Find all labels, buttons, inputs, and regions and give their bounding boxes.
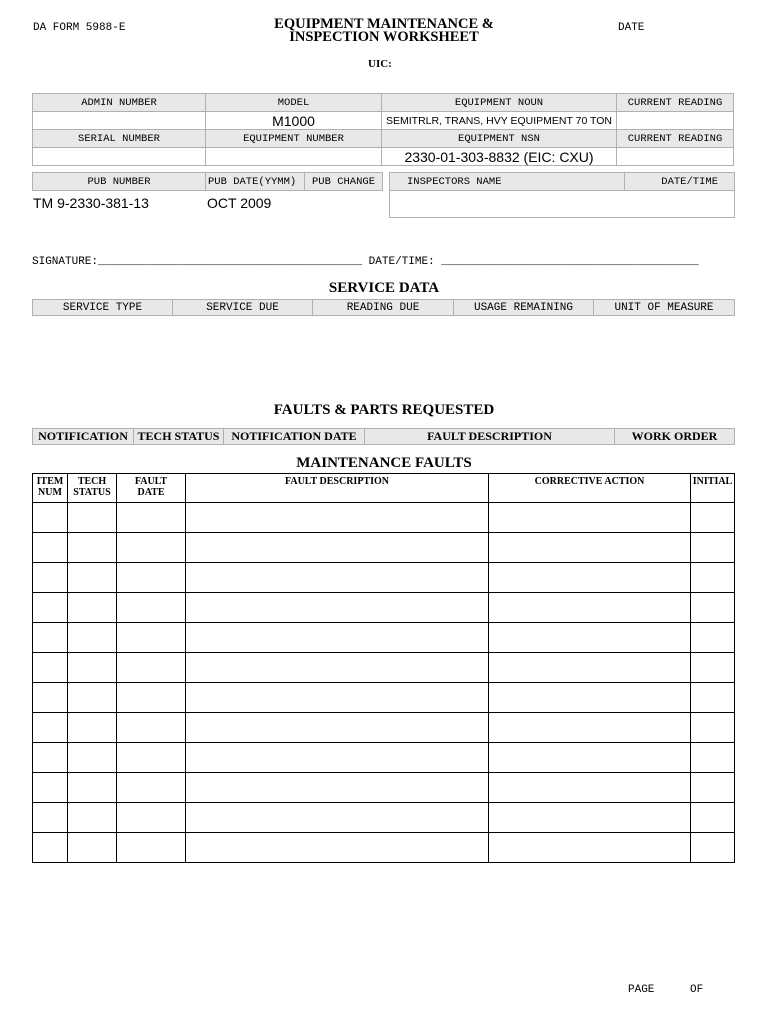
initial-cell[interactable] — [691, 683, 735, 713]
inspector-table — [389, 172, 735, 218]
corrective-action-cell[interactable] — [489, 563, 691, 593]
fault-date-cell[interactable] — [117, 773, 186, 803]
fault-description-cell[interactable] — [186, 503, 489, 533]
initial-cell[interactable] — [691, 713, 735, 743]
fault-description-cell[interactable] — [186, 593, 489, 623]
tech-status-cell[interactable] — [68, 773, 117, 803]
current-reading-header-2: CURRENT READING — [617, 130, 734, 148]
initial-cell[interactable] — [691, 833, 735, 863]
notification-header: NOTIFICATION — [33, 429, 134, 445]
item-num-cell[interactable] — [33, 593, 68, 623]
fault-description-cell[interactable] — [186, 803, 489, 833]
maintenance-fault-row — [33, 653, 735, 683]
item-num-cell[interactable] — [33, 713, 68, 743]
fault-description-cell[interactable] — [186, 563, 489, 593]
corrective-action-cell[interactable] — [489, 593, 691, 623]
item-num-cell[interactable] — [33, 773, 68, 803]
tech-status-cell[interactable] — [68, 563, 117, 593]
item-num-cell[interactable] — [33, 803, 68, 833]
corrective-action-cell[interactable] — [489, 833, 691, 863]
fault-date-cell[interactable] — [117, 683, 186, 713]
current-reading-field[interactable] — [617, 112, 734, 130]
tech-status-cell[interactable] — [68, 743, 117, 773]
maintenance-fault-row — [33, 743, 735, 773]
tech-status-cell[interactable] — [68, 803, 117, 833]
initial-cell[interactable] — [691, 623, 735, 653]
maintenance-fault-row — [33, 563, 735, 593]
corrective-action-cell[interactable] — [489, 683, 691, 713]
initial-cell[interactable] — [691, 653, 735, 683]
item-num-header-line2: NUM — [38, 487, 62, 498]
tech-status-header-line2: STATUS — [73, 487, 111, 498]
maint-fault-description-header: FAULT DESCRIPTION — [186, 474, 489, 503]
initial-cell[interactable] — [691, 773, 735, 803]
fault-date-cell[interactable] — [117, 803, 186, 833]
equipment-nsn-value[interactable]: 2330-01-303-8832 (EIC: CXU) — [382, 148, 617, 166]
faults-parts-title: FAULTS & PARTS REQUESTED — [273, 402, 495, 418]
pub-change-header: PUB CHANGE — [305, 173, 383, 191]
maint-tech-status-header — [68, 474, 117, 503]
page-label: PAGE — [628, 984, 655, 996]
serial-number-header: SERIAL NUMBER — [33, 130, 206, 148]
uic-label: UIC: — [368, 58, 392, 70]
service-data-title: SERVICE DATA — [328, 280, 440, 296]
form-title-line1: EQUIPMENT MAINTENANCE & — [274, 16, 494, 32]
maintenance-fault-row — [33, 803, 735, 833]
signature-field[interactable]: ________________________________________ — [98, 256, 363, 268]
tech-status-header-line1: TECH — [77, 476, 107, 487]
model-header: MODEL — [206, 94, 382, 112]
date-label: DATE — [618, 22, 645, 34]
initial-cell[interactable] — [691, 743, 735, 773]
pub-date-header: PUB DATE(YYMM) — [206, 173, 305, 191]
signature-date-time-field[interactable]: _______________________________________ — [441, 256, 699, 268]
fault-date-cell[interactable] — [117, 503, 186, 533]
maintenance-fault-row — [33, 533, 735, 563]
pub-number-value[interactable]: TM 9-2330-381-13 — [33, 195, 149, 211]
tech-status-cell[interactable] — [68, 533, 117, 563]
unit-of-measure-header: UNIT OF MEASURE — [594, 300, 735, 316]
corrective-action-cell[interactable] — [489, 623, 691, 653]
fault-date-cell[interactable] — [117, 593, 186, 623]
maintenance-faults-table — [32, 473, 735, 863]
fault-date-cell[interactable] — [117, 743, 186, 773]
fault-date-cell[interactable] — [117, 653, 186, 683]
fault-description-header: FAULT DESCRIPTION — [365, 429, 615, 445]
fault-date-cell[interactable] — [117, 833, 186, 863]
of-label: OF — [690, 984, 704, 996]
inspectors-name-field[interactable] — [390, 191, 735, 218]
work-order-header: WORK ORDER — [615, 429, 735, 445]
serial-number-field[interactable] — [33, 148, 206, 166]
signature-row — [32, 256, 699, 268]
service-data-table — [32, 299, 735, 316]
item-num-cell[interactable] — [33, 743, 68, 773]
admin-number-header: ADMIN NUMBER — [33, 94, 206, 112]
equipment-noun-header: EQUIPMENT NOUN — [382, 94, 617, 112]
fault-description-cell[interactable] — [186, 533, 489, 563]
maintenance-fault-row — [33, 623, 735, 653]
corrective-action-cell[interactable] — [489, 743, 691, 773]
fault-description-cell[interactable] — [186, 623, 489, 653]
notification-date-header: NOTIFICATION DATE — [224, 429, 365, 445]
maintenance-fault-row — [33, 593, 735, 623]
equipment-number-header: EQUIPMENT NUMBER — [206, 130, 382, 148]
equipment-table — [32, 93, 734, 166]
corrective-action-cell[interactable] — [489, 803, 691, 833]
maintenance-fault-row — [33, 503, 735, 533]
fault-date-header-line2: DATE — [137, 487, 165, 498]
fault-description-cell[interactable] — [186, 713, 489, 743]
item-num-cell[interactable] — [33, 563, 68, 593]
pub-date-value[interactable]: OCT 2009 — [207, 195, 272, 211]
initial-cell[interactable] — [691, 563, 735, 593]
equipment-nsn-header: EQUIPMENT NSN — [382, 130, 617, 148]
equipment-number-field[interactable] — [206, 148, 382, 166]
form-title-line2: INSPECTION WORKSHEET — [289, 29, 479, 45]
maintenance-fault-row — [33, 833, 735, 863]
usage-remaining-header: USAGE REMAINING — [454, 300, 594, 316]
corrective-action-cell[interactable] — [489, 503, 691, 533]
equipment-noun-value[interactable]: SEMITRLR, TRANS, HVY EQUIPMENT 70 TON — [382, 112, 617, 130]
maintenance-fault-row — [33, 773, 735, 803]
inspector-date-time-header: DATE/TIME — [625, 173, 735, 191]
reading-due-header: READING DUE — [313, 300, 454, 316]
pub-number-header: PUB NUMBER — [33, 173, 206, 191]
publication-table — [32, 172, 383, 191]
fault-description-cell[interactable] — [186, 653, 489, 683]
fault-date-cell[interactable] — [117, 533, 186, 563]
corrective-action-cell[interactable] — [489, 533, 691, 563]
corrective-action-header: CORRECTIVE ACTION — [489, 474, 691, 503]
maintenance-fault-row — [33, 683, 735, 713]
item-num-cell[interactable] — [33, 623, 68, 653]
initial-cell[interactable] — [691, 533, 735, 563]
faults-parts-table — [32, 428, 735, 445]
model-value[interactable]: M1000 — [206, 112, 382, 130]
item-num-cell[interactable] — [33, 503, 68, 533]
inspectors-name-header: INSPECTORS NAME — [390, 173, 625, 191]
maintenance-faults-title: MAINTENANCE FAULTS — [296, 455, 472, 471]
signature-date-time-label: DATE/TIME: — [368, 256, 435, 268]
fault-description-cell[interactable] — [186, 833, 489, 863]
item-num-header-line1: ITEM — [36, 476, 64, 487]
fault-date-header — [117, 474, 186, 503]
service-due-header: SERVICE DUE — [173, 300, 313, 316]
tech-status-cell[interactable] — [68, 593, 117, 623]
corrective-action-cell[interactable] — [489, 653, 691, 683]
tech-status-header: TECH STATUS — [134, 429, 224, 445]
fault-date-cell[interactable] — [117, 563, 186, 593]
fault-description-cell[interactable] — [186, 683, 489, 713]
initial-header: INITIAL — [691, 474, 735, 503]
fault-date-cell[interactable] — [117, 623, 186, 653]
fault-description-cell[interactable] — [186, 773, 489, 803]
corrective-action-cell[interactable] — [489, 713, 691, 743]
item-num-header — [33, 474, 68, 503]
initial-cell[interactable] — [691, 803, 735, 833]
item-num-cell[interactable] — [33, 833, 68, 863]
initial-cell[interactable] — [691, 593, 735, 623]
current-reading-header: CURRENT READING — [617, 94, 734, 112]
tech-status-cell[interactable] — [68, 683, 117, 713]
signature-label: SIGNATURE: — [32, 256, 99, 268]
tech-status-cell[interactable] — [68, 653, 117, 683]
maintenance-fault-row — [33, 713, 735, 743]
admin-number-field[interactable] — [33, 112, 206, 130]
current-reading-field-2[interactable] — [617, 148, 734, 166]
fault-date-cell[interactable] — [117, 713, 186, 743]
initial-cell[interactable] — [691, 503, 735, 533]
fault-description-cell[interactable] — [186, 743, 489, 773]
form-id: DA FORM 5988-E — [33, 22, 126, 34]
fault-date-header-line1: FAULT — [134, 476, 168, 487]
item-num-cell[interactable] — [33, 533, 68, 563]
tech-status-cell[interactable] — [68, 623, 117, 653]
service-type-header: SERVICE TYPE — [33, 300, 173, 316]
item-num-cell[interactable] — [33, 653, 68, 683]
corrective-action-cell[interactable] — [489, 773, 691, 803]
item-num-cell[interactable] — [33, 683, 68, 713]
form-title — [234, 18, 534, 44]
tech-status-cell[interactable] — [68, 833, 117, 863]
tech-status-cell[interactable] — [68, 503, 117, 533]
tech-status-cell[interactable] — [68, 713, 117, 743]
